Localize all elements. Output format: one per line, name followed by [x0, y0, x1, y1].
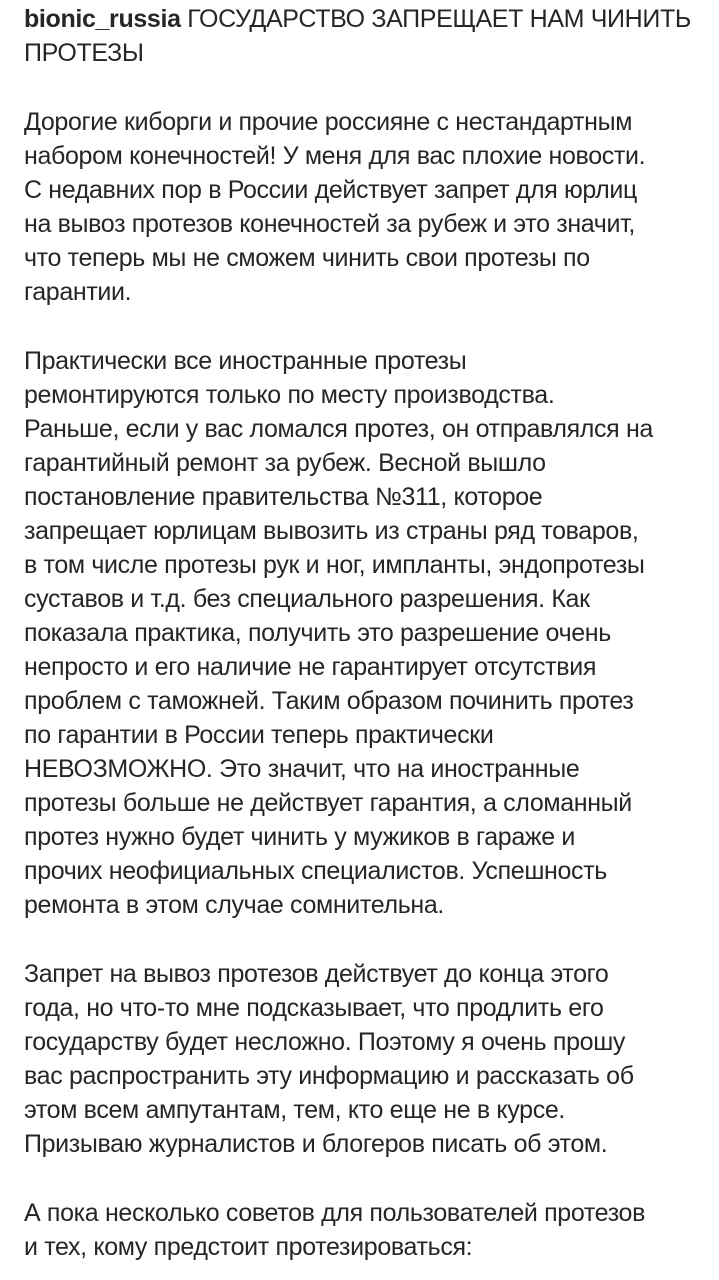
- paragraph-gap: [24, 1161, 709, 1196]
- text-line: запрещает юрлицам вывозить из страны ряд товаров,: [24, 517, 639, 545]
- text-line: этом всем ампутантам, тем, кто еще не в курсе.: [24, 1096, 566, 1124]
- text-line: по гарантии в России теперь практически: [24, 721, 494, 749]
- text-line: на вывоз протезов конечностей за рубеж и это значит,: [24, 210, 636, 238]
- text-line: в том числе протезы рук и ног, импланты, эндопротезы: [24, 551, 645, 579]
- text-line: Дорогие киборги и прочие россияне с нестандартным: [24, 108, 633, 136]
- text-line: вас распространить эту информацию и рассказать об: [24, 1062, 634, 1090]
- paragraph-1: [24, 105, 709, 309]
- paragraph-3: [24, 957, 709, 1161]
- text-line: суставов и т.д. без специального разрешения. Как: [24, 585, 590, 613]
- text-line: гарантии.: [24, 278, 132, 306]
- paragraph-4: [24, 1196, 709, 1264]
- text-line: Запрет на вывоз протезов действует до конца этого: [24, 960, 609, 988]
- text-line: протезы больше не действует гарантия, а сломанный: [24, 789, 632, 817]
- text-line: и тех, кому предстоит протезироваться:: [24, 1233, 473, 1261]
- text-line: прочих неофициальных специалистов. Успешность: [24, 857, 607, 885]
- text-line: С недавних пор в России действует запрет для юрлиц: [24, 176, 637, 204]
- paragraph-gap: [24, 309, 709, 344]
- paragraph-2: [24, 344, 709, 922]
- text-line: ремонтируются только по месту производства.: [24, 381, 555, 409]
- paragraph-gap: [24, 922, 709, 957]
- text-line: что теперь мы не сможем чинить свои протезы по: [24, 244, 590, 272]
- text-line: года, но что-то мне подсказывает, что продлить его: [24, 994, 604, 1022]
- post-title-part-1: ГОСУДАРСТВО ЗАПРЕЩАЕТ НАМ ЧИНИТЬ: [187, 5, 691, 33]
- text-line: Практически все иностранные протезы: [24, 347, 467, 375]
- text-line: А пока несколько советов для пользователей протезов: [24, 1199, 646, 1227]
- text-line: протез нужно будет чинить у мужиков в гараже и: [24, 823, 576, 851]
- text-line: гарантийный ремонт за рубеж. Весной вышло: [24, 449, 546, 477]
- post-title-part-2: ПРОТЕЗЫ: [24, 39, 144, 67]
- username-link[interactable]: bionic_russia: [24, 5, 181, 33]
- paragraph-gap: [24, 70, 709, 105]
- text-line: набором конечностей! У меня для вас плохие новости.: [24, 142, 646, 170]
- caption-header-line-1: [24, 2, 709, 36]
- text-line: постановление правительства №311, которое: [24, 483, 543, 511]
- text-line: Призываю журналистов и блогеров писать об этом.: [24, 1130, 608, 1158]
- text-line: проблем с таможней. Таким образом починить протез: [24, 687, 634, 715]
- text-line: ремонта в этом случае сомнительна.: [24, 891, 444, 919]
- text-line: непросто и его наличие не гарантирует отсутствия: [24, 653, 597, 681]
- text-line: государству будет несложно. Поэтому я очень прошу: [24, 1028, 626, 1056]
- text-line: показала практика, получить это разрешение очень: [24, 619, 611, 647]
- text-line: НЕВОЗМОЖНО. Это значит, что на иностранные: [24, 755, 580, 783]
- text-line: Раньше, если у вас ломался протез, он отправлялся на: [24, 415, 653, 443]
- post-caption: [24, 2, 709, 1264]
